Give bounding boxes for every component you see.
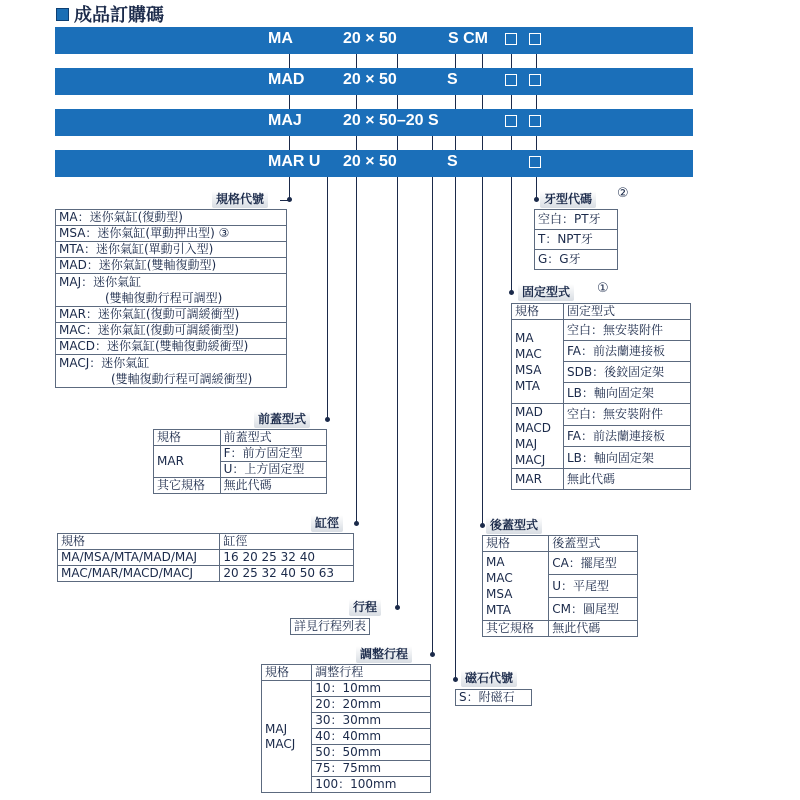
thread-opt: 空白：PT牙: [535, 210, 618, 230]
mount-spec: MAC: [515, 346, 542, 361]
header-rear: 後蓋型式: [549, 536, 638, 552]
magnet-value: S：附磁石: [456, 690, 532, 706]
bore-spec: MAC/MAR/MACD/MACJ: [58, 566, 220, 582]
mount-table: [511, 303, 691, 490]
rear-opt: U：平尾型: [549, 575, 638, 598]
stroke-value: 詳見行程列表: [291, 619, 370, 635]
mount-spec: MAD: [515, 405, 543, 419]
header-spec: 規格: [512, 304, 564, 320]
rear-spec: MAC: [486, 571, 513, 585]
placeholder-box: [505, 74, 517, 86]
bar-size: 20 × 50–20 S: [343, 112, 439, 129]
mount-opt: LB：軸向固定架: [563, 383, 690, 404]
page-title: 成品訂購碼: [74, 5, 164, 26]
rear-spec: MA: [486, 555, 505, 569]
header-spec: 規格: [58, 534, 220, 550]
placeholder-box: [529, 74, 541, 86]
mount-spec: MA: [515, 330, 534, 345]
adjust-opt: 50：50mm: [312, 745, 431, 761]
bar-size: 20 × 50: [343, 153, 397, 170]
adjust-label: 調整行程: [356, 646, 412, 663]
spec-row: MSA：迷你氣缸(單動押出型) ③: [56, 226, 287, 242]
bore-values: 20 25 32 40 50 63: [220, 566, 354, 582]
other-spec: 其它規格: [483, 621, 549, 637]
placeholder-box: [505, 115, 517, 127]
mount-opt: FA：前法蘭連接板: [563, 341, 690, 362]
bore-table: [57, 533, 354, 582]
adjust-spec: MAJ: [265, 721, 288, 736]
order-code-bar-2: [55, 68, 693, 95]
title-square-icon: [56, 8, 69, 21]
spec-row: MACD：迷你氣缸(雙軸復動緩衝型): [56, 339, 287, 355]
mount-spec: MACD: [515, 421, 551, 435]
connector-magnet: [455, 40, 456, 680]
bore-values: 16 20 25 32 40: [220, 550, 354, 566]
mount-opt: SDB：後鉸固定架: [563, 362, 690, 383]
bar-suffix: S: [447, 71, 458, 88]
header-adjust: 調整行程: [312, 665, 431, 681]
placeholder-box: [529, 115, 541, 127]
magnet-label: 磁石代號: [461, 670, 517, 687]
rear-spec: MSA: [486, 587, 513, 601]
placeholder-box: [529, 156, 541, 168]
thread-note: ②: [617, 186, 629, 201]
adjust-spec: MACJ: [265, 736, 296, 751]
mount-note: ①: [597, 281, 609, 296]
rear-spec: MTA: [486, 603, 511, 617]
rear-opt: CA：擺尾型: [549, 552, 638, 575]
bar-suffix: S CM: [448, 30, 488, 47]
stroke-table: [290, 618, 370, 635]
bar-size: 20 × 50: [343, 30, 397, 47]
stroke-label: 行程: [349, 599, 381, 616]
thread-table: [534, 209, 618, 270]
header-type: 前蓋型式: [220, 430, 326, 446]
mount-spec: MSA: [515, 362, 542, 377]
spec-row: MTA：迷你氣缸(單動引入型): [56, 242, 287, 258]
front-cover-table: [153, 429, 327, 494]
thread-opt: T：NPT牙: [535, 230, 618, 250]
adjust-opt: 75：75mm: [312, 761, 431, 777]
order-code-bar-1: [55, 27, 693, 54]
mount-opt: 空白：無安裝附件: [563, 320, 690, 341]
placeholder-box: [529, 33, 541, 45]
front-opt: U：上方固定型: [220, 462, 326, 478]
spec-row: MACJ：迷你氣缸: [59, 356, 150, 370]
adjust-opt: 20：20mm: [312, 697, 431, 713]
rear-opt: CM：圓尾型: [549, 598, 638, 621]
order-code-bar-4: [55, 150, 693, 177]
front-cover-label: 前蓋型式: [254, 411, 310, 428]
mount-spec: MAJ: [515, 437, 538, 451]
spec-mar: MAR: [154, 446, 221, 478]
spec-code-label: 規格代號: [212, 191, 268, 208]
other-spec: 其它規格: [154, 478, 221, 494]
no-code: 無此代碼: [549, 621, 638, 637]
spec-row: MAR：迷你氣缸(復動可調緩衝型): [56, 307, 287, 323]
mount-opt: 空白：無安裝附件: [563, 404, 690, 426]
header-spec: 規格: [483, 536, 549, 552]
adjust-opt: 10：10mm: [312, 681, 431, 697]
bar-model: MAR U: [268, 153, 321, 170]
adjust-table: [261, 664, 431, 793]
front-opt: F：前方固定型: [220, 446, 326, 462]
no-code: 無此代碼: [220, 478, 326, 494]
header-spec: 規格: [262, 665, 312, 681]
header-bore: 缸徑: [220, 534, 354, 550]
spec-row: MAD：迷你氣缸(雙軸復動型): [56, 258, 287, 274]
bar-model: MAJ: [268, 112, 302, 129]
placeholder-box: [505, 33, 517, 45]
spec-row: (雙軸復動行程可調型): [105, 291, 223, 305]
adjust-opt: 30：30mm: [312, 713, 431, 729]
rear-cover-label: 後蓋型式: [486, 517, 542, 534]
bar-model: MA: [268, 30, 293, 47]
no-code: 無此代碼: [563, 469, 690, 490]
magnet-table: [455, 689, 532, 706]
mount-spec: MAR: [512, 469, 564, 490]
bar-size: 20 × 50: [343, 71, 397, 88]
mount-spec: MACJ: [515, 453, 546, 467]
bar-suffix: S: [447, 153, 458, 170]
header-mount: 固定型式: [563, 304, 690, 320]
spec-row: MAC：迷你氣缸(復動可調緩衝型): [56, 323, 287, 339]
bore-spec: MA/MSA/MTA/MAD/MAJ: [58, 550, 220, 566]
order-code-bar-3: [55, 109, 693, 136]
adjust-opt: 40：40mm: [312, 729, 431, 745]
adjust-opt: 100：100mm: [312, 777, 431, 793]
mount-spec: MTA: [515, 378, 540, 393]
spec-code-table: [55, 209, 287, 388]
thread-label: 牙型代碼: [540, 191, 596, 208]
connector-front: [327, 165, 328, 420]
bar-model: MAD: [268, 71, 305, 88]
spec-row: MA：迷你氣缸(復動型): [56, 210, 287, 226]
spec-row: MAJ：迷你氣缸: [59, 275, 142, 289]
rear-cover-table: [482, 535, 638, 637]
header-spec: 規格: [154, 430, 221, 446]
connector-adjust: [432, 110, 433, 655]
spec-row: (雙軸復動行程可調緩衝型): [111, 372, 253, 386]
mount-label: 固定型式: [518, 284, 574, 301]
thread-opt: G：G牙: [535, 250, 618, 270]
bore-label: 缸徑: [311, 515, 343, 532]
mount-opt: LB：軸向固定架: [563, 447, 690, 469]
mount-opt: FA：前法蘭連接板: [563, 425, 690, 447]
